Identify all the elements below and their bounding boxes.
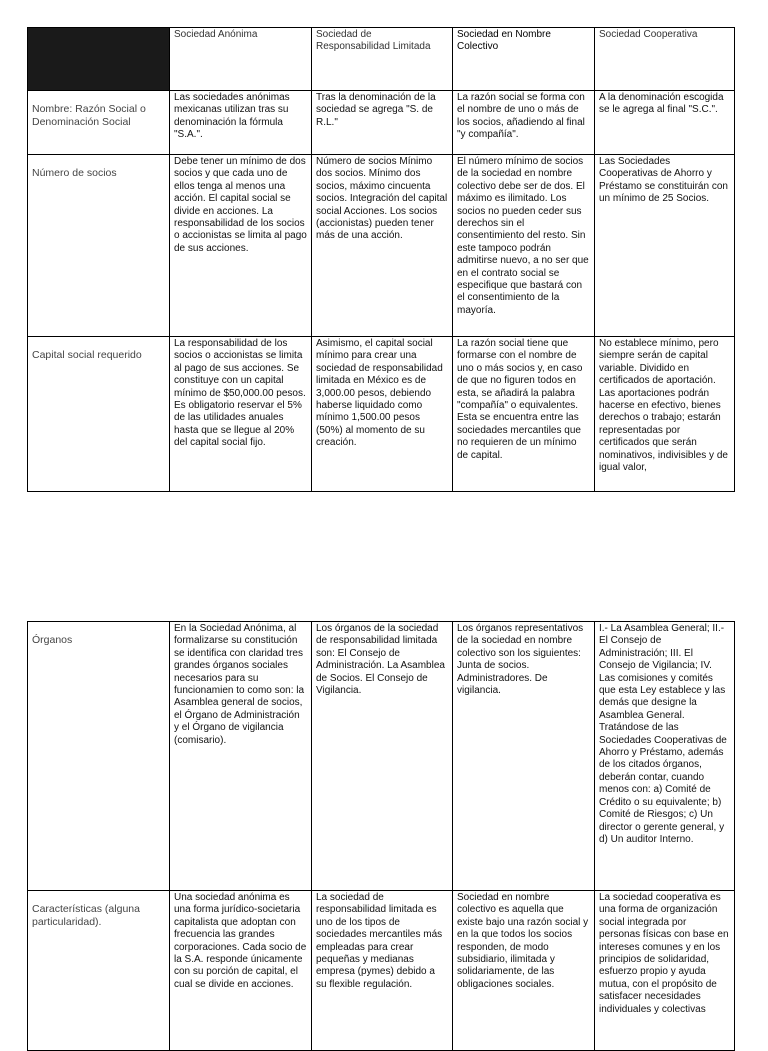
header-sociedad-nombre-colectivo: Sociedad en Nombre Colectivo [453, 28, 595, 91]
header-corner-cell [28, 28, 170, 91]
header-sociedad-anonima: Sociedad Anónima [170, 28, 312, 91]
table-row [28, 337, 735, 492]
header-row [28, 28, 735, 91]
table-cell: Asimismo, el capital social mínimo para crear una sociedad de responsabilidad limitada en México es de 3,000.00 pesos, debiendo haberse liquidado como mínimo 1,500.00 pesos (50%) al momento de su creación. [312, 337, 453, 492]
table-cell: Los órganos representativos de la sociedad en nombre colectivo son los siguientes: Junta de socios. Administradores. De vigilancia. [453, 622, 595, 891]
table-cell: Tras la denominación de la sociedad se agrega "S. de R.L." [312, 91, 453, 155]
header-sociedad-responsabilidad-limitada: Sociedad de Responsabilidad Limitada [312, 28, 453, 91]
table-row [28, 891, 735, 1051]
row-label-capital-social: Capital social requerido [28, 337, 170, 492]
table-cell: Debe tener un mínimo de dos socios y que cada uno de ellos tenga al menos una acción. El capital social se divide en acciones. La responsabilidad de los socios o accionistas se limita al pago de sus acciones. [170, 155, 312, 337]
table-cell: No establece mínimo, pero siempre serán de capital variable. Dividido en certificados de aportación. Las aportaciones podrán hacerse en efectivo, bienes derechos o trabajo; estarán representadas por certificados que serán nominativos, indivisibles y de igual valor, [595, 337, 735, 492]
table-cell: La sociedad de responsabilidad limitada es uno de los tipos de sociedades mercantiles más empleadas para crear pequeñas y medianas empresa (pymes) debido a su flexible regulación. [312, 891, 453, 1051]
table-cell: Los órganos de la sociedad de responsabilidad limitada son: El Consejo de Administración. La Asamblea de Socios. El Consejo de Vigilancia. [312, 622, 453, 891]
table-cell: En la Sociedad Anónima, al formalizarse su constitución se identifica con claridad tres grandes órganos sociales necesarios para su funcionamien to como son: la Asamblea general de socios, el Órgano de Administración y el Órgano de vigilancia (comisario). [170, 622, 312, 891]
table-cell: Las sociedades anónimas mexicanas utilizan tras su denominación la fórmula "S.A.". [170, 91, 312, 155]
comparison-table-2 [27, 621, 735, 1051]
table-row [28, 91, 735, 155]
table-row [28, 622, 735, 891]
table-cell: Número de socios Mínimo dos socios. Mínimo dos socios, máximo cincuenta socios. Integración del capital social Acciones. Los socios (accionistas) pueden tener más de una acción. [312, 155, 453, 337]
row-label-organos: Órganos [28, 622, 170, 891]
row-label-nombre: Nombre: Razón Social o Denominación Social [28, 91, 170, 155]
row-label-caracteristicas: Características (alguna particularidad). [28, 891, 170, 1051]
table-cell: La sociedad cooperativa es una forma de organización social integrada por personas físicas con base en intereses comunes y en los principios de solidaridad, esfuerzo propio y ayuda mutua, con el propósito de satisfacer necesidades individuales y colectivas [595, 891, 735, 1051]
comparison-table-1 [27, 27, 735, 492]
table-cell: La razón social se forma con el nombre de uno o más de los socios, añadiendo al final "y compañía". [453, 91, 595, 155]
table-cell: La razón social tiene que formarse con el nombre de uno o más socios y, en caso de que no figuren todos en esta, se añadirá la palabra "compañía" o equivalentes. Esta se encuentra entre las sociedades mercantiles que no requieren de un mínimo de capital. [453, 337, 595, 492]
table-cell: La responsabilidad de los socios o accionistas se limita al pago de sus acciones. Se constituye con un capital mínimo de $50,000.00 pesos. Es obligatorio reservar el 5% de las utilidades anuales hasta que se llegue al 20% del capital social fijo. [170, 337, 312, 492]
table-cell: Las Sociedades Cooperativas de Ahorro y Préstamo se constituirán con un mínimo de 25 Socios. [595, 155, 735, 337]
table-cell: El número mínimo de socios de la sociedad en nombre colectivo debe ser de dos. El máximo es ilimitado. Los socios no pueden ceder sus derechos sin el consentimiento del resto. Sin este tampoco podrán admitirse nuevo, a no ser que en el contrato social se especifique que bastará con el consentimiento de la mayoría. [453, 155, 595, 337]
row-label-numero-socios: Número de socios [28, 155, 170, 337]
table-cell: Una sociedad anónima es una forma jurídico-societaria capitalista que adoptan con frecuencia las grandes corporaciones. Cada socio de la S.A. responde únicamente con su porción de capital, el cual se divide en acciones. [170, 891, 312, 1051]
table-cell: Sociedad en nombre colectivo es aquella que existe bajo una razón social y en la que todos los socios responden, de modo subsidiario, ilimitada y solidariamente, de las obligaciones sociales. [453, 891, 595, 1051]
table-row [28, 155, 735, 337]
table-cell: A la denominación escogida se le agrega al final "S.C.". [595, 91, 735, 155]
table-cell: I.- La Asamblea General; II.- El Consejo de Administración; III. El Consejo de Vigilancia; IV. Las comisiones y comités que esta Ley establece y las demás que designe la Asamblea General. Tratándose de las Sociedades Cooperativas de Ahorro y Préstamo, además de los citados órganos, deberán contar, cuando menos con: a) Comité de Crédito o su equivalente; b) Comité de Riesgos; c) Un director o gerente general, y d) Un auditor Interno. [595, 622, 735, 891]
header-sociedad-cooperativa: Sociedad Cooperativa [595, 28, 735, 91]
